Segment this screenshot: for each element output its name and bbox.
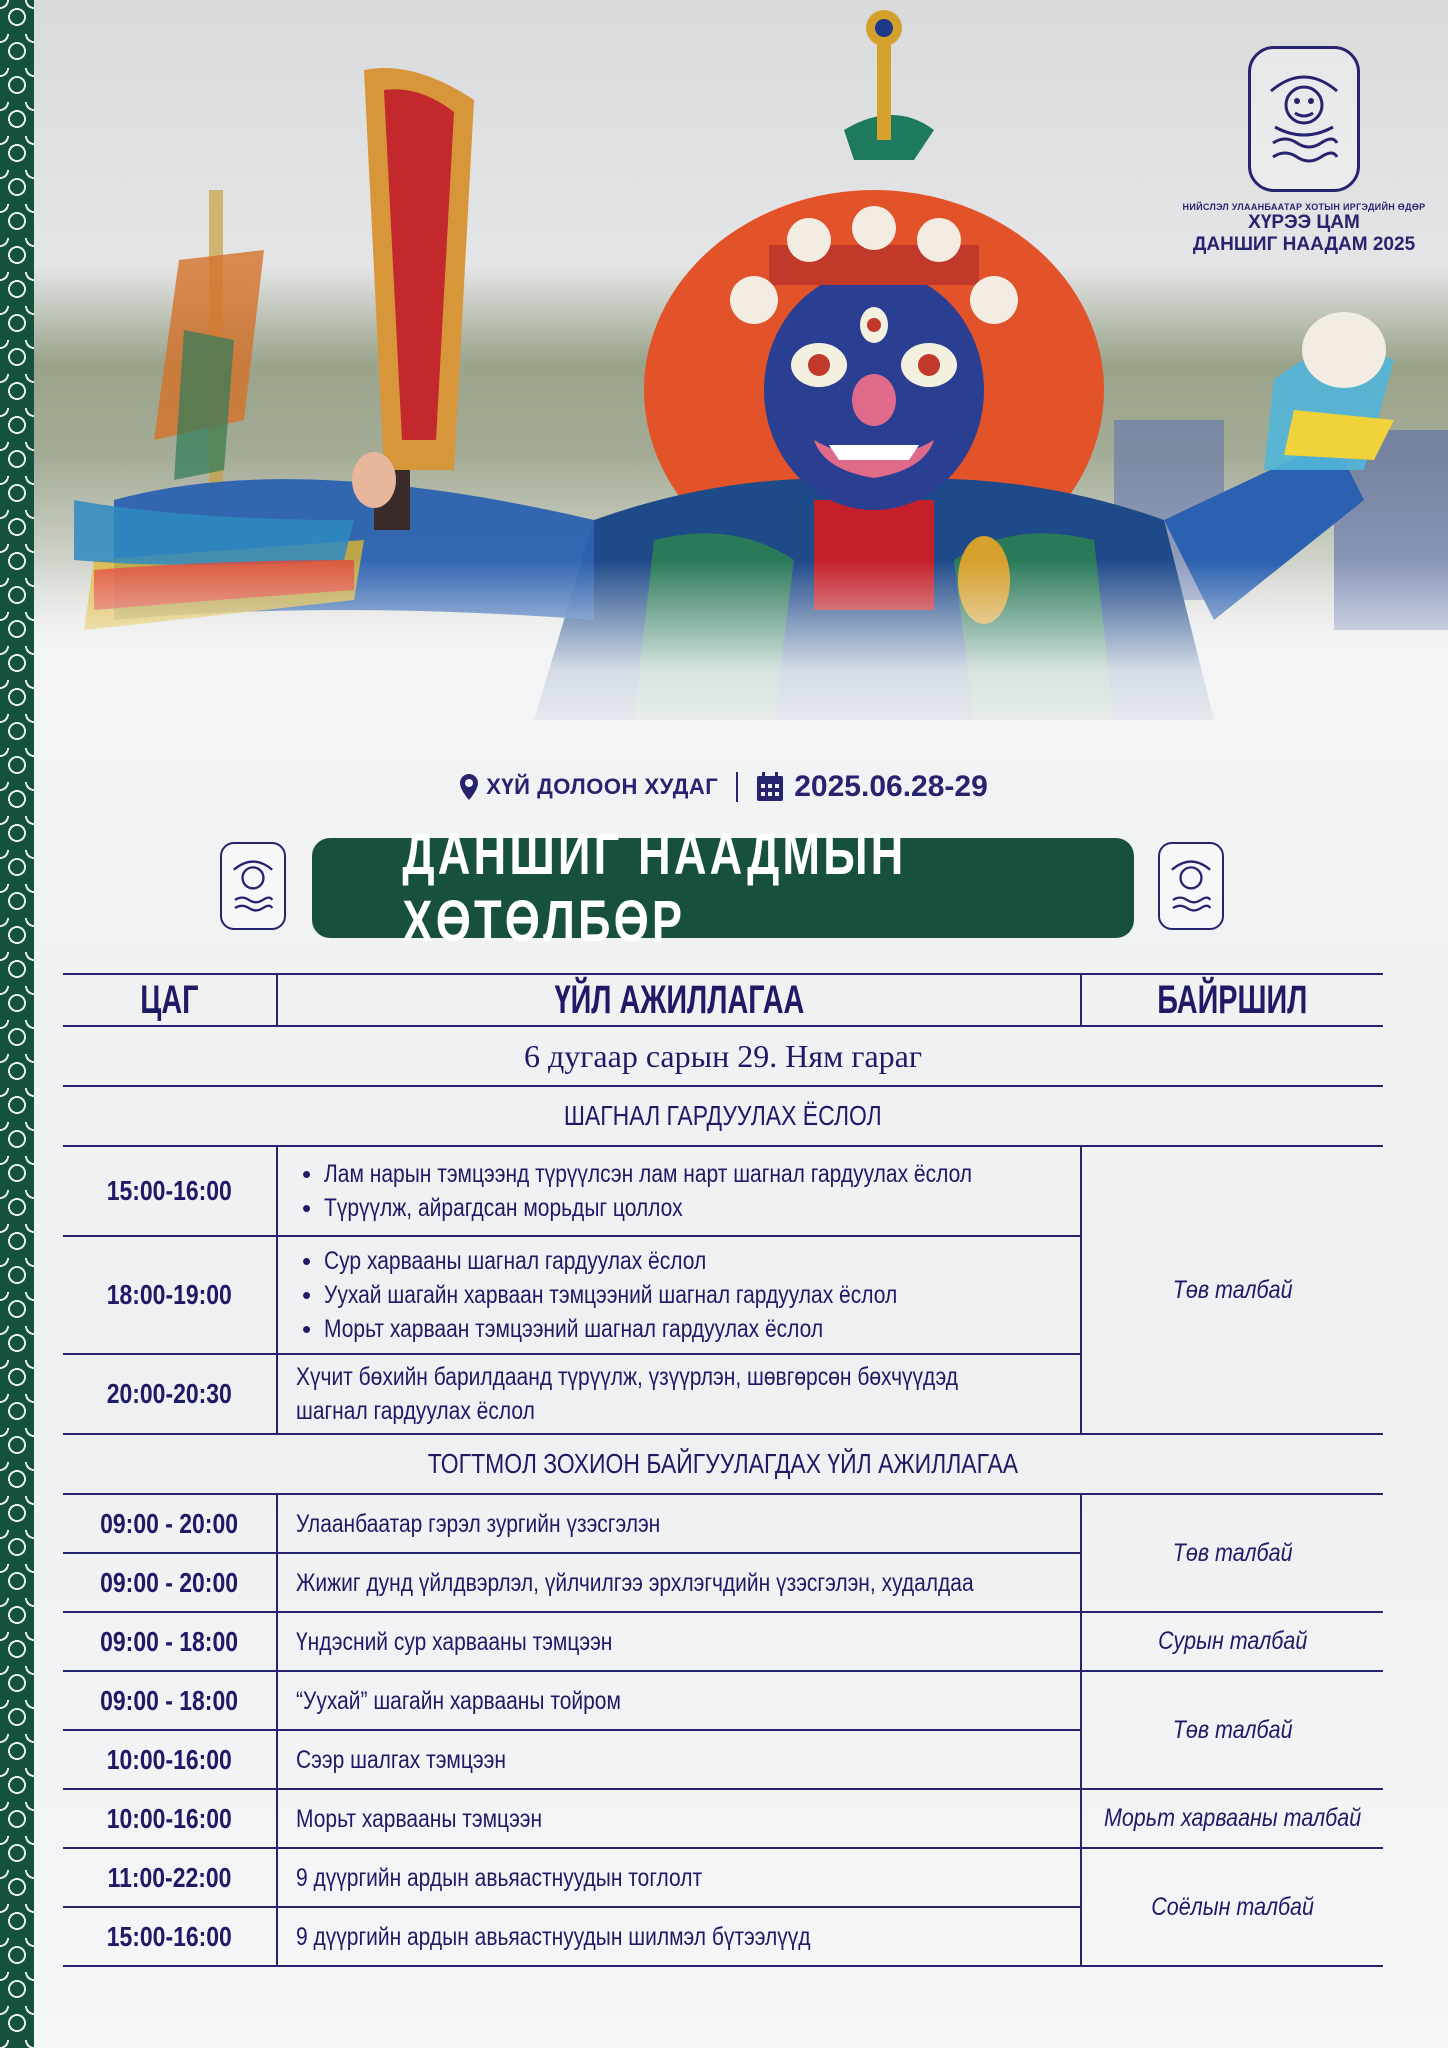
row-activity: “Уухай” шагайн харвааны тойром: [277, 1671, 1081, 1730]
event-info: [0, 770, 1448, 804]
event-location: [460, 774, 718, 800]
table-row: [63, 1848, 1383, 1907]
row-activity: [277, 1236, 1081, 1354]
ornamental-side-border: [0, 0, 34, 2048]
festival-logo: [1164, 46, 1444, 256]
row-time: 09:00 - 18:00: [63, 1671, 277, 1730]
location-pin-icon: [460, 774, 478, 800]
row-location: Төв талбай: [1081, 1671, 1383, 1789]
title-banner-row: [0, 822, 1448, 954]
row-activity: Сээр шалгах тэмцээн: [277, 1730, 1081, 1789]
program-title-banner: [312, 822, 1134, 954]
calendar-icon: [756, 772, 784, 802]
section2-title: ТОГТМОЛ ЗОХИОН БАЙГУУЛАГДАХ ҮЙЛ АЖИЛЛАГАА: [63, 1434, 1383, 1494]
row-time: 10:00-16:00: [63, 1789, 277, 1848]
row-activity: [277, 1146, 1081, 1236]
left-emblem-icon: [220, 842, 286, 930]
row-time: 09:00 - 20:00: [63, 1553, 277, 1612]
table-header-row: [63, 974, 1383, 1026]
deity-emblem: [1248, 46, 1360, 192]
list-item: • Морьт харваан тэмцээний шагнал гардуулах ёслол: [296, 1312, 1080, 1346]
logo-organization: НИЙСЛЭЛ УЛААНБААТАР ХОТЫН ИРГЭДИЙН ӨДӨР: [1182, 202, 1426, 212]
right-emblem-icon: [1158, 842, 1224, 930]
list-item: • Уухай шагайн харваан тэмцээний шагнал гардуулах ёслол: [296, 1278, 1080, 1312]
row-activity: Хүчит бөхийн барилдаанд түрүүлж, үзүүрлэн, шөвгөрсөн бөхчүүдэд шагнал гардуулах ёслол: [277, 1354, 1081, 1434]
row-time: 09:00 - 18:00: [63, 1612, 277, 1671]
schedule-table: [63, 973, 1383, 1967]
table-row: [63, 1494, 1383, 1553]
list-item: • Лам нарын тэмцээнд түрүүлсэн лам нарт шагнал гардуулах ёслол: [296, 1157, 1080, 1191]
table-row: [63, 1146, 1383, 1236]
row-location: Сурын талбай: [1081, 1612, 1383, 1671]
event-date: [756, 770, 988, 804]
table-row: [63, 1671, 1383, 1730]
row-location: Төв талбай: [1081, 1146, 1383, 1434]
row-time: 20:00-20:30: [63, 1354, 277, 1434]
logo-title-line-2: ДАНШИГ НААДАМ 2025: [1192, 234, 1416, 255]
row-activity: 9 дүүргийн ардын авьяастнуудын тоглолт: [277, 1848, 1081, 1907]
row-time: 09:00 - 20:00: [63, 1494, 277, 1553]
header-activity: ҮЙЛ АЖИЛЛАГАА: [277, 974, 1081, 1026]
logo-title-line-1: ХҮРЭЭ ЦАМ: [1248, 212, 1360, 233]
section1-title: ШАГНАЛ ГАРДУУЛАХ ЁСЛОЛ: [63, 1086, 1383, 1146]
header-location: БАЙРШИЛ: [1081, 974, 1383, 1026]
row-location: Соёлын талбай: [1081, 1848, 1383, 1966]
table-row: [63, 1789, 1383, 1848]
section-title-row: [63, 1434, 1383, 1494]
row-time: 18:00-19:00: [63, 1236, 277, 1354]
row-location: Төв талбай: [1081, 1494, 1383, 1612]
row-activity: Үндэсний сур харвааны тэмцээн: [277, 1612, 1081, 1671]
list-item: • Сур харвааны шагнал гардуулах ёслол: [296, 1244, 1080, 1278]
location-text: ХҮЙ ДОЛООН ХУДАГ: [486, 774, 719, 799]
row-activity: 9 дүүргийн ардын авьяастнуудын шилмэл бүтээлүүд: [277, 1907, 1081, 1966]
info-separator: [736, 772, 738, 802]
header-time: ЦАГ: [63, 974, 277, 1026]
row-activity: Улаанбаатар гэрэл зургийн үзэсгэлэн: [277, 1494, 1081, 1553]
date-text: 2025.06.28-29: [794, 770, 988, 803]
hero-image: [34, 0, 1448, 760]
row-time: 15:00-16:00: [63, 1907, 277, 1966]
row-time: 10:00-16:00: [63, 1730, 277, 1789]
program-title: ДАНШИГ НААДМЫН ХӨТӨЛБӨР: [402, 822, 907, 954]
list-item: • Түрүүлж, айрагдсан морьдыг цоллох: [296, 1191, 1080, 1225]
row-activity: Морьт харвааны тэмцээн: [277, 1789, 1081, 1848]
day-label: 6 дугаар сарын 29. Ням гараг: [63, 1026, 1383, 1086]
row-time: 15:00-16:00: [63, 1146, 277, 1236]
row-activity: Жижиг дунд үйлдвэрлэл, үйлчилгээ эрхлэгчдийн үзэсгэлэн, худалдаа: [277, 1553, 1081, 1612]
row-time: 11:00-22:00: [63, 1848, 277, 1907]
day-row: [63, 1026, 1383, 1086]
section-title-row: [63, 1086, 1383, 1146]
table-row: [63, 1612, 1383, 1671]
row-location: Морьт харвааны талбай: [1081, 1789, 1383, 1848]
